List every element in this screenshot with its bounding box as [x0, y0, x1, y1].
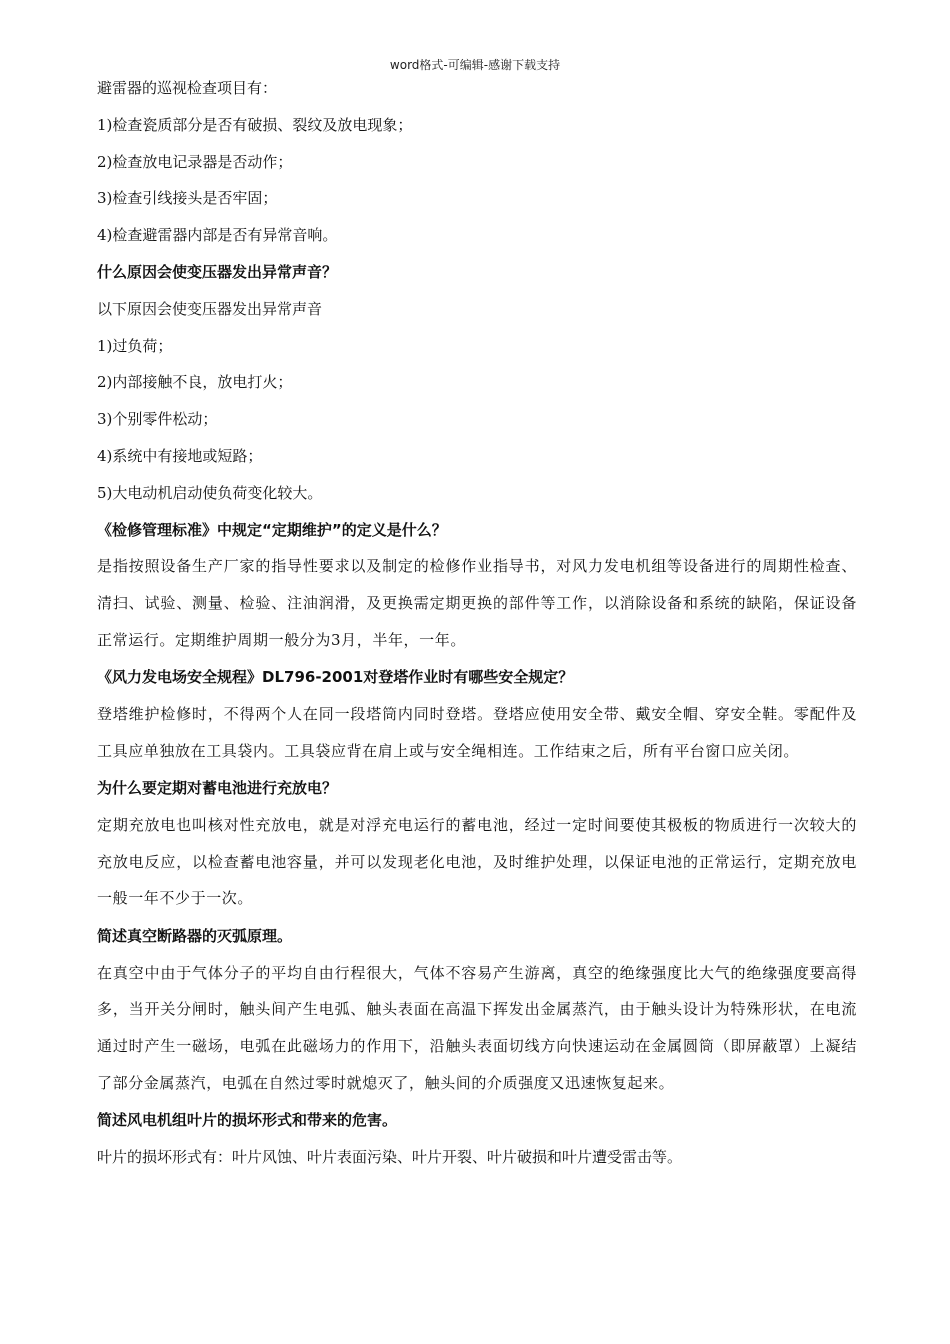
intro-line: 避雷器的巡视检查项目有：: [97, 79, 278, 97]
question-heading: 《风力发电场安全规程》DL796-2001对登塔作业时有哪些安全规定？: [97, 668, 574, 687]
page-header: word格式-可编辑-感谢下载支持: [389, 58, 561, 72]
answer-intro: 以下原因会使变压器发出异常声音: [97, 299, 323, 318]
list-item: 1)过负荷；: [97, 336, 173, 355]
question-heading: 《检修管理标准》中规定“定期维护”的定义是什么？: [97, 520, 447, 539]
question-heading: 简述风电机组叶片的损坏形式和带来的危害。: [97, 1111, 398, 1130]
list-item: 4)检查避雷器内部是否有异常音响。: [97, 226, 338, 245]
answer-paragraph: 定期充放电也叫核对性充放电，就是对浮充电运行的蓄电池，经过一定时间要使其极板的物质进行一次较大的充放电反应，以检查蓄电池容量，并可以发现老化电池，及时维护处理，以保证电池的正常运行，定期充放电一般一年不少于一次。: [97, 816, 857, 908]
list-item: 4)系统中有接地或短路；: [97, 446, 263, 465]
document-body: [97, 76, 857, 1182]
list-item: 1)检查瓷质部分是否有破损、裂纹及放电现象；: [97, 115, 413, 134]
list-item: 3)检查引线接头是否牢固；: [97, 189, 278, 208]
question-heading: 简述真空断路器的灭弧原理。: [97, 926, 293, 945]
answer-paragraph: 登塔维护检修时，不得两个人在同一段塔筒内同时登塔。登塔应使用安全带、戴安全帽、穿安全鞋。零配件及工具应单独放在工具袋内。工具袋应背在肩上或与安全绳相连。工作结束之后，所有平台窗口应关闭。: [97, 705, 857, 760]
list-item: 3)个别零件松动；: [97, 410, 218, 429]
list-item: 2)内部接触不良，放电打火；: [97, 373, 293, 392]
list-item: 5)大电动机启动使负荷变化较大。: [97, 483, 323, 502]
answer-paragraph: 在真空中由于气体分子的平均自由行程很大，气体不容易产生游离，真空的绝缘强度比大气的绝缘强度要高得多，当开关分闸时，触头间产生电弧、触头表面在高温下挥发出金属蒸汽，由于触头设计为特殊形状，在电流通过时产生一磁场，电弧在此磁场力的作用下，沿触头表面切线方向快速运动在金属圆筒（即屏蔽罩）上凝结了部分金属蒸汽，电弧在自然过零时就熄灭了，触头间的介质强度又迅速恢复起来。: [97, 963, 857, 1092]
answer-line: 叶片的损坏形式有：叶片风蚀、叶片表面污染、叶片开裂、叶片破损和叶片遭受雷击等。: [97, 1148, 683, 1167]
question-heading: 什么原因会使变压器发出异常声音？: [97, 262, 338, 281]
answer-paragraph: 是指按照设备生产厂家的指导性要求以及制定的检修作业指导书，对风力发电机组等设备进行的周期性检查、清扫、试验、测量、检验、注油润滑，及更换需定期更换的部件等工作，以消除设备和系统的缺陷，保证设备正常运行。定期维护周期一般分为3月，半年，一年。: [97, 557, 857, 649]
list-item: 2)检查放电记录器是否动作；: [97, 152, 293, 171]
question-heading: 为什么要定期对蓄电池进行充放电？: [97, 779, 338, 798]
